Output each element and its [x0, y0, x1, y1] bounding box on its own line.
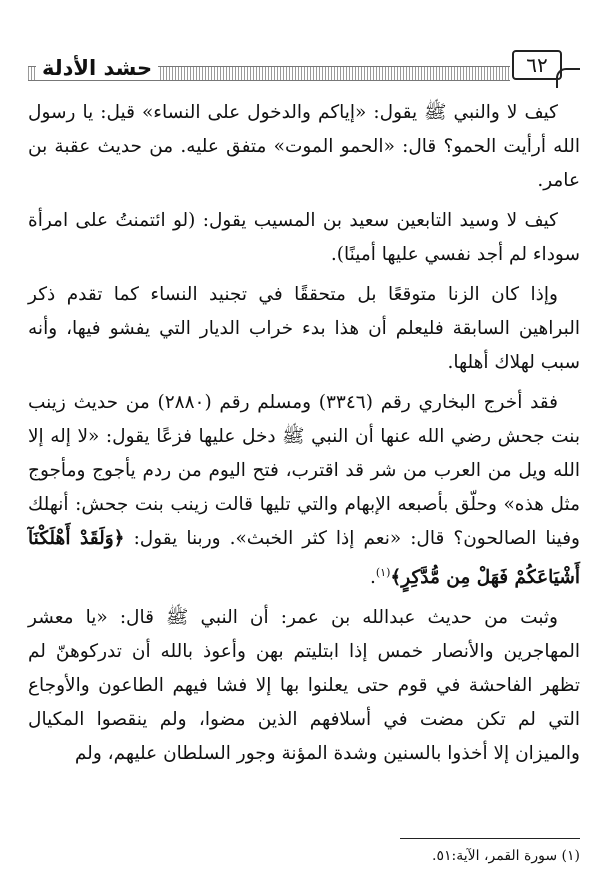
footnote-marker[interactable]: (١): [375, 566, 391, 579]
page-number-ornament: [556, 68, 580, 88]
paragraph-hadith: [28, 386, 580, 595]
body-text: [28, 96, 580, 777]
paragraph: كيف لا وسيد التابعين سعيد بن المسيب يقول: (لو ائتمنتُ على امرأة سوداء لم أجد نفسي عليها أمينًا).: [28, 210, 580, 265]
running-title: حشد الأدلة: [36, 56, 158, 80]
page-number: ٦٢: [512, 50, 562, 80]
quran-verse: ﴿وَلَقَدْ أَهْلَكْنَآ أَشْيَاعَكُمْ فَهَلْ مِن مُّدَّكِرٍ﴾: [28, 528, 580, 589]
paragraph: وإذا كان الزنا متوقعًا بل متحققًا في تجنيد النساء كما تقدم ذكر البراهين السابقة فليعلم أن هذا بدء خراب الديار التي يفشو فيها، وأنه سبب لهلاك أهلها.: [28, 284, 580, 373]
sentence-end: .: [369, 567, 376, 589]
running-header: [28, 46, 580, 90]
paragraph: كيف لا والنبي ﷺ يقول: «إياكم والدخول على النساء» قيل: يا رسول الله أرأيت الحمو؟ قال: «الحمو الموت» متفق عليه. من حديث عقبة بن عامر.: [28, 102, 580, 191]
paragraph: وثبت من حديث عبدالله بن عمر: أن النبي ﷺ قال: «يا معشر المهاجرين والأنصار خمس إذا ابتليتم بهن وأعوذ بالله أن تدركوهنّ لم تظهر الفاحشة في قوم حتى يعلنوا بها إلا فشا فيهم الطاعون والأوجاع التي لم تكن مضت في أسلافهم الذين مضوا، ولم ينقصوا المكيال والميزان إلا أخذوا بالسنين وشدة المؤنة وجور السلطان عليهم، ولم: [28, 607, 580, 765]
footnote: (١) سورة القمر، الآية:٥١.: [432, 848, 580, 864]
hadith-text: فقد أخرج البخاري رقم (٣٣٤٦) ومسلم رقم (٢٨٨٠) من حديث زينب بنت جحش رضي الله عنها أن النبي ﷺ دخل عليها فزعًا يقول: «لا إله إلا الله ويل من العرب من شر قد اقترب، فتح اليوم من ردم يأجوج ومأجوج مثل هذه» وحلّق بأصبعه الإبهام والتي تليها قالت زينب بنت جحش: أنهلك وفينا الصالحون؟ قال: «نعم إذا كثر الخبث». وربنا يقول:: [28, 392, 580, 549]
footnote-divider: [400, 838, 580, 839]
